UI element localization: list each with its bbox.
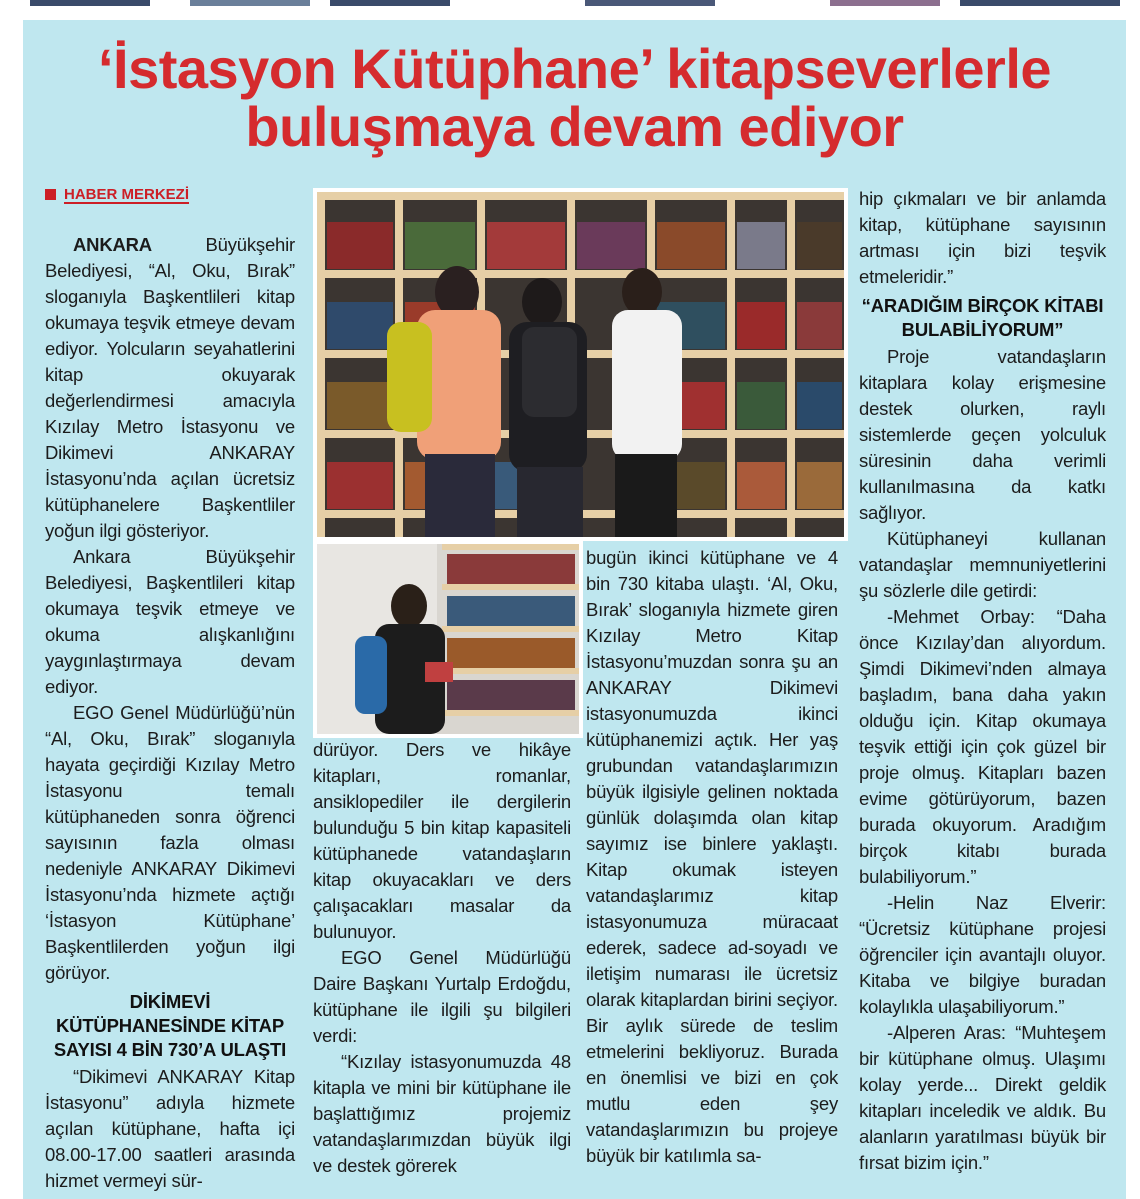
paragraph: Kütüphaneyi kullanan vatandaşlar memnuniyetlerini şu sözlerle dile getirdi: [859, 528, 1106, 601]
paragraph: dürüyor. Ders ve hikâye kitapları, romanlar, ansiklopediler ile dergilerin bulunduğu 5 bin kitap kapasiteli kütüphanede vatandaşların kitap okuyacakları ve ders çalışacakları masalar da bulunuyor. [313, 739, 571, 942]
column-4 [859, 186, 1106, 1176]
paragraph: “Kızılay istasyonumuzda 48 kitapla ve mini bir kütüphane ile başlattığımız projemiz vatandaşlarımızdan büyük ilgi ve destek görerek [313, 1051, 571, 1176]
subheading: “ARADIĞIM BİRÇOK KİTABI BULABİLİYORUM” [861, 295, 1104, 340]
paragraph: “Dikimevi ANKARAY Kitap İstasyonu” adıyla hizmete açılan kütüphane, hafta içi 08.00-17.00 saatleri arasında hizmet vermeyi sür- [45, 1066, 295, 1191]
paragraph: hip çıkmaları ve bir anlamda kitap, kütüphane sayısının artması için bizi teşvik etmeleridir.” [859, 188, 1106, 287]
previous-page-thumbnail [830, 0, 940, 6]
quote-paragraph: -Alperen Aras: “Muhteşem bir kütüphane olmuş. Ulaşımı kolay yerde... Direkt geldik kitapları inceledik ve aldık. Bu alanların yaratılması büyük bir fırsat bizim için.” [859, 1022, 1106, 1173]
photo-students-at-bookshelves [313, 188, 848, 541]
column-2 [313, 737, 571, 1179]
paragraph: Proje vatandaşların kitaplara kolay erişmesine destek olurken, raylı sistemlerde geçen yolculuk süresinin daha verimli kullanılmasına da katkı sağlıyor. [859, 346, 1106, 523]
headline-line-1: ‘İstasyon Kütüphane’ kitapseverlerle [97, 37, 1052, 100]
lead-word: ANKARA [73, 234, 152, 255]
bookshelf-photo-illustration [317, 192, 844, 537]
quote-paragraph: -Helin Naz Elverir: “Ücretsiz kütüphane projesi öğrenciler için avantajlı oluyor. Kitaba ve bilgiye buradan kolaylıkla ulaşabiliyorum.” [859, 892, 1106, 1017]
byline-square-icon [45, 189, 56, 200]
top-strip [0, 0, 1140, 14]
paragraph: EGO Genel Müdürlüğü Daire Başkanı Yurtalp Erdoğdu, kütüphane ile ilgili şu bilgileri verdi: [313, 947, 571, 1046]
column-3 [586, 545, 838, 1169]
headline [23, 37, 1126, 158]
photo-reader-at-shelf [313, 540, 583, 738]
paragraph: ANKARA Büyükşehir Belediyesi, “Al, Oku, Bırak” sloganıyla Başkentlileri kitap okumaya teşvik etmeye devam ediyor. Yolcuların seyahatlerini kitap okuyarak değerlendirmesi amacıyla Kızılay Metro İstasyonu ve Dikimevi ANKARAY İstasyonu’nda açılan ücretsiz kütüphanelere Başkentliler yoğun ilgi gösteriyor. [45, 234, 295, 541]
column-1 [45, 232, 295, 1194]
quote-paragraph: -Mehmet Orbay: “Daha önce Kızılay’dan alıyordum. Şimdi Dikimevi’nden almaya başladım, bana daha yakın olduğu için. Kitap okumaya teşvik ettiği için çok güzel bir proje olmuş. Kitapları bazen evime götürüyorum, bazen burada okuyorum. Aradığım birçok kitabı burada bulabiliyorum.” [859, 606, 1106, 887]
paragraph: Ankara Büyükşehir Belediyesi, Başkentlileri kitap okumaya teşvik etmeye ve okuma alışkanlığını yaygınlaştırmaya devam ediyor. [45, 546, 295, 697]
previous-page-thumbnail [330, 0, 450, 6]
previous-page-thumbnail [190, 0, 310, 6]
byline-text: HABER MERKEZİ [64, 186, 190, 203]
paragraph: EGO Genel Müdürlüğü’nün “Al, Oku, Bırak” sloganıyla hayata geçirdiği Kızılay Metro İstasyonu temalı kütüphaneden sonra öğrenci sayısının fazla olması nedeniyle ANKARAY Dikimevi İstasyonu’nda hizmete açtığı ‘İstasyon Kütüphane’ Başkentlilerden yoğun ilgi görüyor. [45, 702, 295, 983]
reader-photo-illustration [317, 544, 579, 734]
previous-page-thumbnail [30, 0, 150, 6]
previous-page-thumbnail [585, 0, 715, 6]
previous-page-thumbnail [960, 0, 1120, 6]
headline-line-2: buluşmaya devam ediyor [245, 95, 904, 158]
subheading: DİKİMEVİ KÜTÜPHANESİNDE KİTAP SAYISI 4 BİN 730’A ULAŞTI [53, 991, 287, 1060]
byline [45, 186, 189, 203]
paragraph: bugün ikinci kütüphane ve 4 bin 730 kitaba ulaştı. ‘Al, Oku, Bırak’ sloganıyla hizmete giren Kızılay Metro Kitap İstasyonu’muzdan sonra şu an ANKARAY Dikimevi istasyonumuzda ikinci kütüphanemizi açtık. Her yaş grubundan vatandaşlarımızın büyük ilgisiyle gelinen noktada günlük dolaşımda olan kitap sayımız ise binlere yaklaştı. Kitap okumak isteyen vatandaşlarımız kitap istasyonumuza müracaat ederek, sadece ad-soyadı ve iletişim numarası ile ücretsiz olarak kitaplardan birini seçiyor. Bir aylık sürede de teslim etmelerini bekliyoruz. Burada en önemlisi ve bizi en çok mutlu eden şey vatandaşlarımızın bu projeye büyük bir katılımla sa- [586, 547, 838, 1166]
